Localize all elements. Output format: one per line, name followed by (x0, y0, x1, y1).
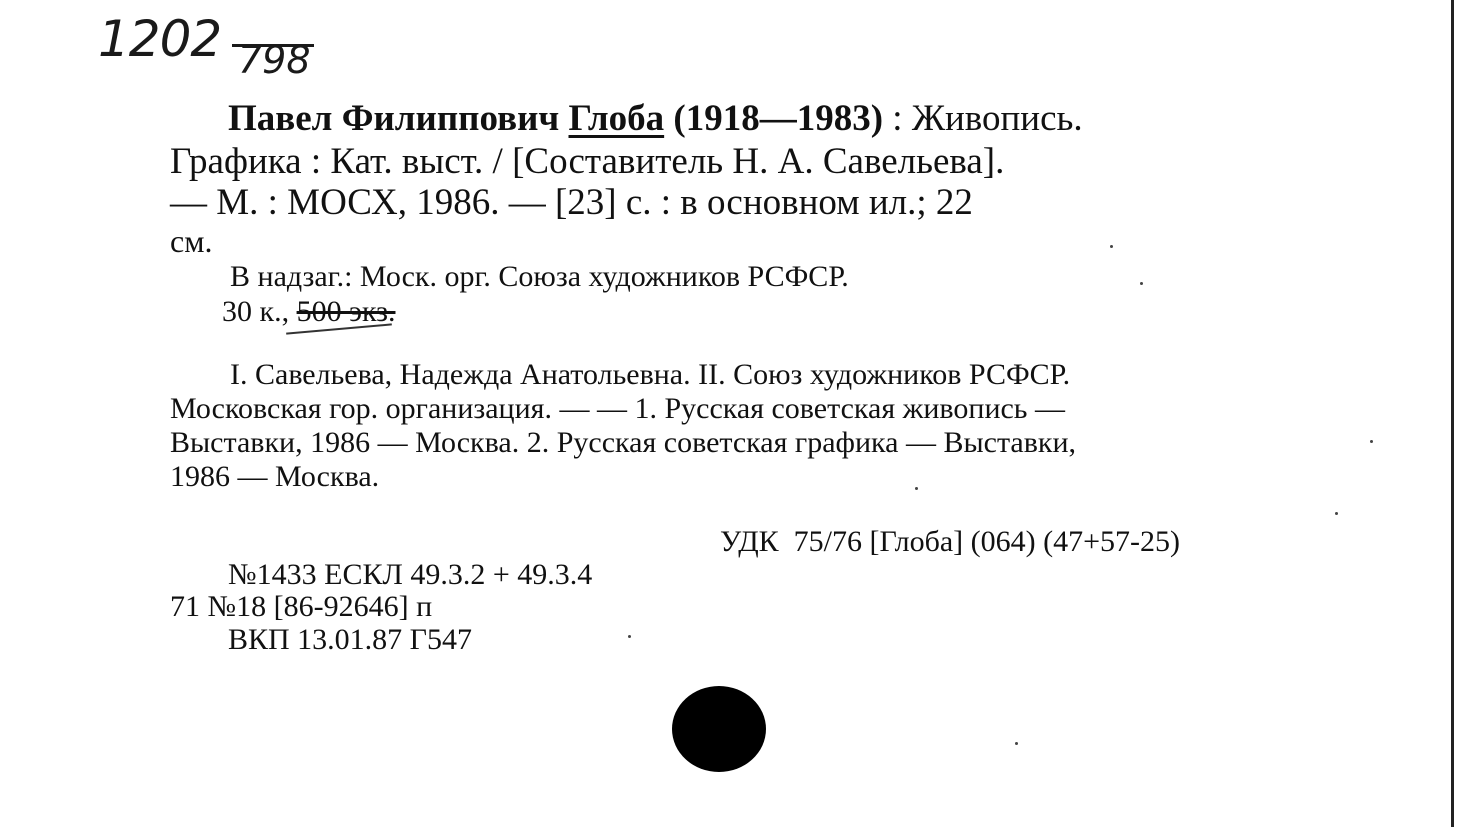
speck (1335, 512, 1338, 515)
price-line (222, 297, 395, 327)
handwritten-number: 1202 (98, 10, 222, 68)
title-start: : Живопись. (883, 98, 1083, 139)
speck (1110, 245, 1113, 248)
punch-hole (672, 686, 766, 772)
speck (1140, 282, 1143, 285)
code-line-2: 71 №18 [86-92646] п (170, 590, 433, 623)
speck (915, 487, 918, 490)
copies: 500 экз. (296, 295, 396, 328)
card-edge (1451, 0, 1454, 827)
speck (628, 635, 631, 638)
speck (1370, 440, 1373, 443)
handwritten-code: 798 (238, 38, 311, 82)
entry-line-3: — М. : МОСХ, 1986. — [23] с. : в основном ил.; 22 (170, 182, 973, 223)
subjects-line-1: I. Савельева, Надежда Анатольевна. II. Союз художников РСФСР. (230, 358, 1071, 391)
author-dates: (1918—1983) (673, 98, 884, 139)
udk-code: УДК 75/76 [Глоба] (064) (47+57-25) (720, 525, 1181, 558)
entry-heading (228, 100, 1083, 137)
author-last-name: Глоба (568, 98, 665, 139)
subjects-line-2: Московская гор. организация. — — 1. Русская советская живопись — (170, 392, 1065, 425)
subjects-line-3: Выставки, 1986 — Москва. 2. Русская советская графика — Выставки, (170, 426, 1077, 459)
author-first-name: Павел Филиппович (228, 98, 560, 139)
price: 30 к., (222, 295, 290, 328)
code-line-1: №1433 ЕСКЛ 49.3.2 + 49.3.4 (228, 558, 593, 591)
subjects-line-4: 1986 — Москва. (170, 460, 380, 493)
code-line-3: ВКП 13.01.87 Г547 (228, 623, 473, 656)
entry-line-4: см. (170, 223, 213, 259)
entry-line-2: Графика : Кат. выст. / [Составитель Н. А. Савельева]. (170, 141, 1005, 182)
speck (1015, 742, 1018, 745)
entry-note: В надзаг.: Моск. орг. Союза художников РСФСР. (230, 260, 849, 293)
